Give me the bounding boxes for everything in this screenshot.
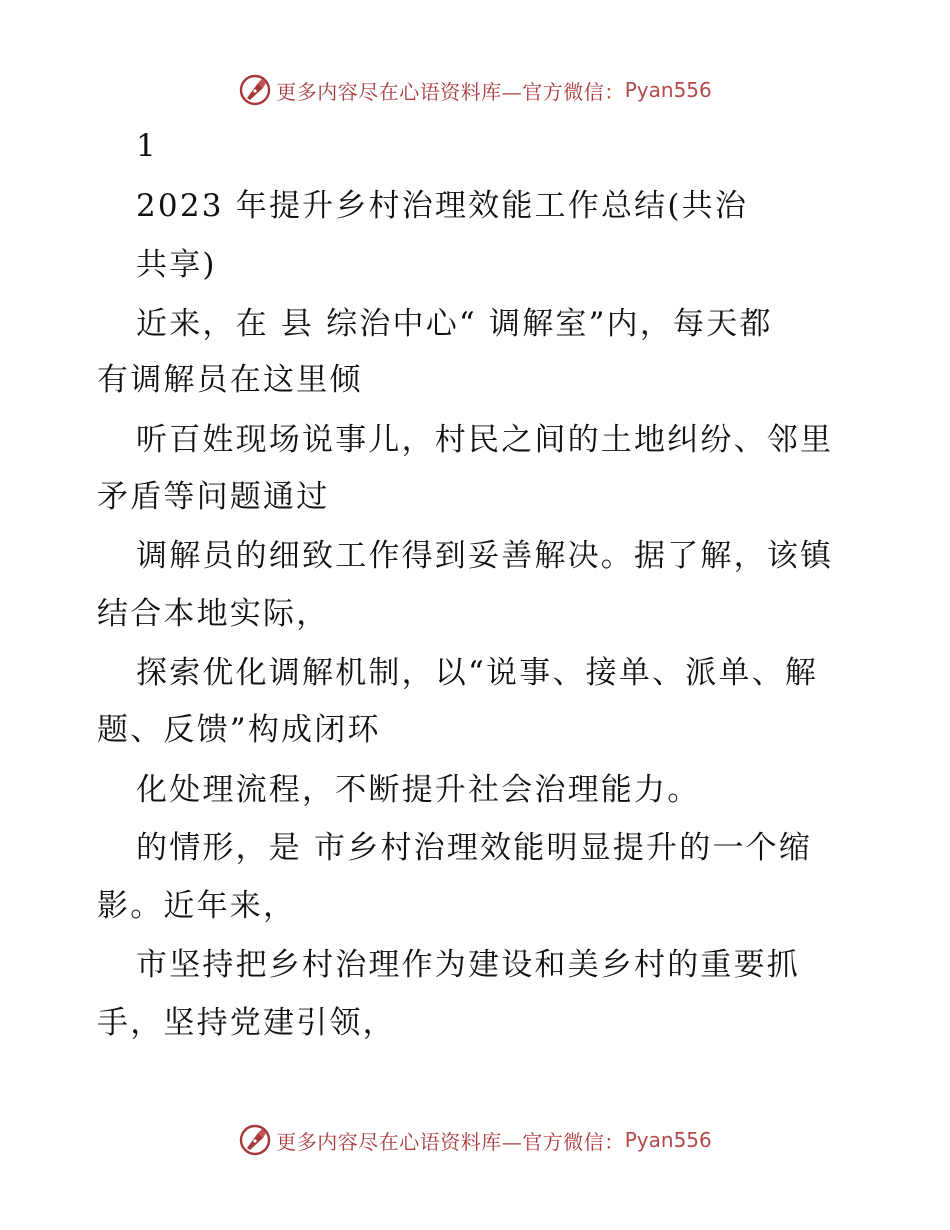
paragraph-line: 市坚持把乡村治理作为建设和美乡村的重要抓	[136, 947, 800, 983]
paragraph-line: 听百姓现场说事儿，村民之间的土地纠纷、邻里	[136, 422, 834, 458]
footer-banner	[0, 1120, 950, 1160]
paragraph-line: 影。近年来，	[97, 888, 297, 924]
document-title-line-2: 共享)	[136, 247, 217, 283]
paragraph-line: 的情形，是 市乡村治理效能明显提升的一个缩	[136, 830, 813, 866]
paragraph-line: 探索优化调解机制，以“说事、接单、派单、解	[136, 655, 819, 691]
wechat-id: Pyan556	[624, 1128, 712, 1152]
wechat-id: Pyan556	[624, 78, 712, 102]
pen-nib-logo-icon	[238, 1123, 272, 1157]
paragraph-line: 化处理流程，不断提升社会治理能力。	[136, 772, 701, 808]
paragraph-line: 矛盾等问题通过	[97, 479, 330, 515]
paragraph-line: 题、反馈”构成闭环	[97, 712, 381, 748]
document-title-line-1: 2023 年提升乡村治理效能工作总结(共治	[136, 188, 749, 224]
paragraph-line: 近来，在 县 综治中心“ 调解室”内，每天都	[136, 306, 773, 342]
paragraph-line: 结合本地实际，	[97, 596, 330, 632]
paragraph-line: 有调解员在这里倾	[97, 362, 363, 398]
banner-text: 更多内容尽在心语资料库—官方微信：	[276, 79, 625, 104]
header-banner	[0, 70, 950, 110]
paragraph-line: 手，坚持党建引领，	[97, 1005, 396, 1041]
paragraph-line: 调解员的细致工作得到妥善解决。据了解，该镇	[136, 538, 834, 574]
pen-nib-logo-icon	[238, 73, 272, 107]
page-number: 1	[136, 128, 158, 164]
banner-text: 更多内容尽在心语资料库—官方微信：	[276, 1129, 625, 1154]
